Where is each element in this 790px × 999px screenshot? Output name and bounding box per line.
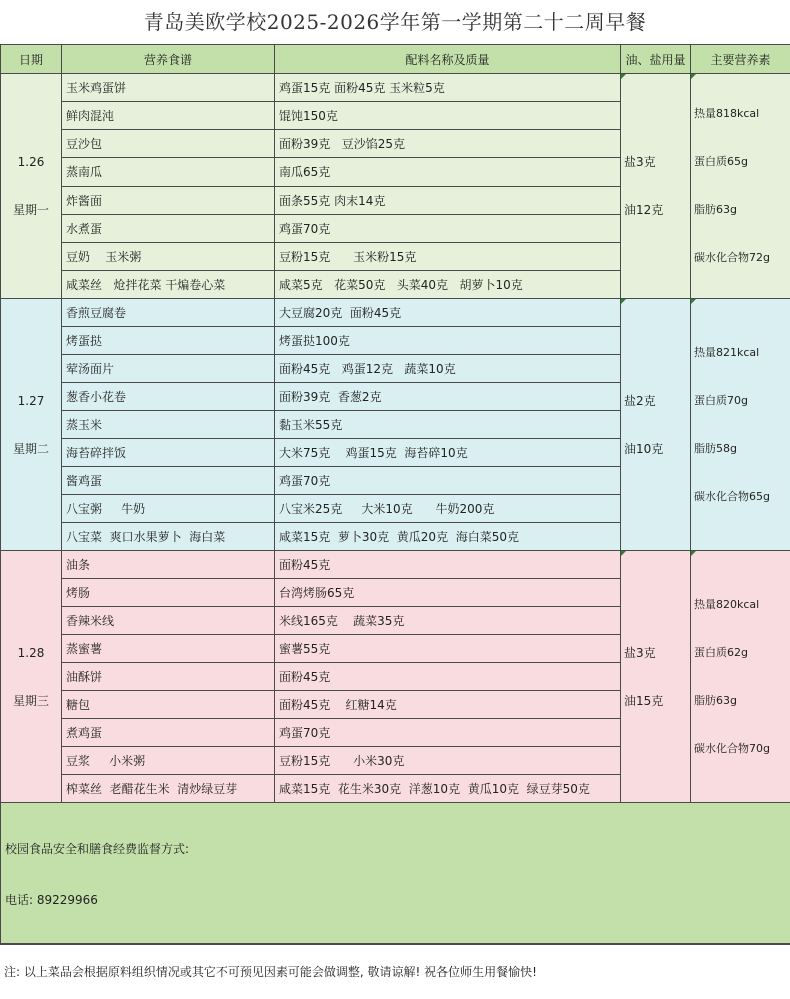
oil-amount: 油12克 — [624, 202, 686, 218]
dish-cell: 油条 — [62, 551, 275, 579]
salt-amount: 盐2克 — [624, 393, 686, 409]
ingredients-cell: 豆粉15克 玉米粉15克 — [275, 242, 621, 270]
supervision-cell — [1, 803, 790, 944]
nutrition-cell-2 — [691, 299, 790, 551]
header-oil-salt: 油、盐用量 — [621, 45, 691, 74]
ingredients-cell: 大豆腐20克 面粉45克 — [275, 299, 621, 327]
date-cell-2 — [1, 299, 62, 551]
page-title: 青岛美欧学校2025-2026学年第一学期第二十二周早餐 — [0, 0, 790, 44]
header-row — [1, 45, 790, 74]
nutrition-energy: 热量818kcal — [694, 106, 786, 122]
date-label: 1.28 — [5, 645, 57, 661]
nutrition-carbs: 碳水化合物70g — [694, 741, 786, 757]
header-date: 日期 — [1, 45, 62, 74]
ingredients-cell: 鸡蛋15克 面粉45克 玉米粒5克 — [275, 74, 621, 102]
weekday-label: 星期二 — [5, 441, 57, 457]
dish-cell: 海苔碎拌饭 — [62, 439, 275, 467]
dish-cell: 八宝菜 爽口水果萝卜 海白菜 — [62, 523, 275, 551]
nutrition-energy: 热量820kcal — [694, 597, 786, 613]
dish-cell: 香辣米线 — [62, 607, 275, 635]
dish-cell: 鲜肉混沌 — [62, 102, 275, 130]
dish-cell: 烤肠 — [62, 579, 275, 607]
nutrition-protein: 蛋白质70g — [694, 393, 786, 409]
dish-cell: 蒸玉米 — [62, 411, 275, 439]
dish-cell: 香煎豆腐卷 — [62, 299, 275, 327]
ingredients-cell: 面粉45克 鸡蛋12克 蔬菜10克 — [275, 355, 621, 383]
ingredients-cell: 面粉39克 豆沙馅25克 — [275, 130, 621, 158]
header-nutrition: 主要营养素 — [691, 45, 790, 74]
ingredients-cell: 烤蛋挞100克 — [275, 327, 621, 355]
ingredients-cell: 面条55克 肉末14克 — [275, 186, 621, 214]
supervision-label: 校园食品安全和膳食经费监督方式: — [5, 841, 786, 858]
dish-cell: 豆浆 小米粥 — [62, 747, 275, 775]
dish-cell: 葱香小花卷 — [62, 383, 275, 411]
ingredients-cell: 咸菜15克 萝卜30克 黄瓜20克 海白菜50克 — [275, 523, 621, 551]
salt-amount: 盐3克 — [624, 645, 686, 661]
header-recipe: 营养食谱 — [62, 45, 275, 74]
dish-cell: 豆奶 玉米粥 — [62, 242, 275, 270]
ingredients-cell: 台湾烤肠65克 — [275, 579, 621, 607]
ingredients-cell: 大米75克 鸡蛋15克 海苔碎10克 — [275, 439, 621, 467]
footer-note: 注: 以上菜品会根据原料组织情况或其它不可预见因素可能会做调整, 敬请谅解! 祝各位师生用餐愉快! — [0, 944, 790, 998]
ingredients-cell: 面粉45克 红糖14克 — [275, 691, 621, 719]
date-cell-1 — [1, 74, 62, 299]
nutrition-protein: 蛋白质62g — [694, 645, 786, 661]
dish-cell: 糖包 — [62, 691, 275, 719]
dish-cell: 煮鸡蛋 — [62, 719, 275, 747]
dish-cell: 荤汤面片 — [62, 355, 275, 383]
date-label: 1.26 — [5, 154, 57, 170]
ingredients-cell: 面粉45克 — [275, 663, 621, 691]
dish-cell: 咸菜丝 炝拌花菜 干煸卷心菜 — [62, 270, 275, 298]
nutrition-energy: 热量821kcal — [694, 345, 786, 361]
nutrition-cell-1 — [691, 74, 790, 299]
oil-salt-cell-3 — [621, 551, 691, 803]
dish-cell: 炸酱面 — [62, 186, 275, 214]
nutrition-protein: 蛋白质65g — [694, 154, 786, 170]
dish-cell: 蒸蜜薯 — [62, 635, 275, 663]
dish-cell: 八宝粥 牛奶 — [62, 495, 275, 523]
date-cell-3 — [1, 551, 62, 803]
dish-cell: 烤蛋挞 — [62, 327, 275, 355]
date-label: 1.27 — [5, 393, 57, 409]
ingredients-cell: 咸菜15克 花生米30克 洋葱10克 黄瓜10克 绿豆芽50克 — [275, 775, 621, 803]
ingredients-cell: 鸡蛋70克 — [275, 719, 621, 747]
supervision-row — [1, 803, 790, 944]
ingredients-cell: 鸡蛋70克 — [275, 214, 621, 242]
ingredients-cell: 馄饨150克 — [275, 102, 621, 130]
dish-cell: 酱鸡蛋 — [62, 467, 275, 495]
nutrition-cell-3 — [691, 551, 790, 803]
ingredients-cell: 南瓜65克 — [275, 158, 621, 186]
ingredients-cell: 面粉39克 香葱2克 — [275, 383, 621, 411]
header-ingredients: 配料名称及质量 — [275, 45, 621, 74]
weekday-label: 星期一 — [5, 202, 57, 218]
ingredients-cell: 黏玉米55克 — [275, 411, 621, 439]
supervision-phone: 电话: 89229966 — [5, 892, 786, 909]
table-row — [1, 551, 790, 579]
dish-cell: 水煮蛋 — [62, 214, 275, 242]
table-row — [1, 299, 790, 327]
nutrition-carbs: 碳水化合物72g — [694, 250, 786, 266]
ingredients-cell: 面粉45克 — [275, 551, 621, 579]
breakfast-menu-table — [0, 44, 790, 944]
oil-salt-cell-1 — [621, 74, 691, 299]
ingredients-cell: 鸡蛋70克 — [275, 467, 621, 495]
ingredients-cell: 八宝米25克 大米10克 牛奶200克 — [275, 495, 621, 523]
dish-cell: 豆沙包 — [62, 130, 275, 158]
ingredients-cell: 咸菜5克 花菜50克 头菜40克 胡萝卜10克 — [275, 270, 621, 298]
oil-salt-cell-2 — [621, 299, 691, 551]
salt-amount: 盐3克 — [624, 154, 686, 170]
dish-cell: 榨菜丝 老醋花生米 清炒绿豆芽 — [62, 775, 275, 803]
nutrition-carbs: 碳水化合物65g — [694, 489, 786, 505]
ingredients-cell: 米线165克 蔬菜35克 — [275, 607, 621, 635]
oil-amount: 油15克 — [624, 693, 686, 709]
dish-cell: 蒸南瓜 — [62, 158, 275, 186]
nutrition-fat: 脂肪58g — [694, 441, 786, 457]
ingredients-cell: 蜜薯55克 — [275, 635, 621, 663]
ingredients-cell: 豆粉15克 小米30克 — [275, 747, 621, 775]
oil-amount: 油10克 — [624, 441, 686, 457]
table-row — [1, 74, 790, 102]
dish-cell: 油酥饼 — [62, 663, 275, 691]
weekday-label: 星期三 — [5, 693, 57, 709]
nutrition-fat: 脂肪63g — [694, 693, 786, 709]
nutrition-fat: 脂肪63g — [694, 202, 786, 218]
dish-cell: 玉米鸡蛋饼 — [62, 74, 275, 102]
